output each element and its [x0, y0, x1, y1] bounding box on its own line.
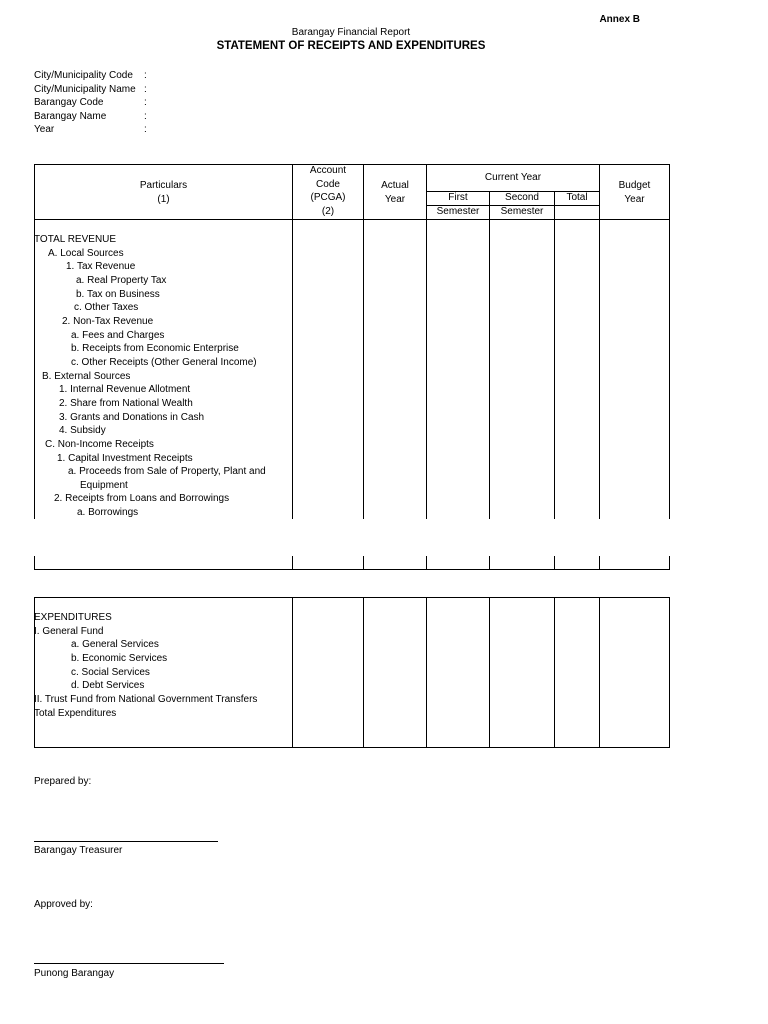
table-border-top: [34, 597, 670, 598]
header-actual-year-label: Year: [384, 193, 406, 205]
info-label: Year: [34, 124, 55, 136]
header-pcga: (PCGA): [310, 192, 346, 203]
particular-item: a. Proceeds from Sale of Property, Plant and: [68, 466, 266, 478]
info-label: Barangay Name: [34, 110, 107, 122]
particular-item: C. Non-Income Receipts: [45, 438, 154, 450]
col-line: [363, 556, 364, 569]
particular-item: 2. Receipts from Loans and Borrowings: [54, 493, 230, 505]
header-second: Second: [505, 192, 539, 203]
info-label: City/Municipality Name: [34, 83, 136, 95]
col-line: [599, 597, 600, 747]
info-sep: :: [144, 124, 147, 136]
col-line: [554, 556, 555, 569]
header-first: First: [448, 192, 468, 203]
info-field: [34, 69, 147, 83]
header-code-num: (2): [321, 205, 335, 217]
col-line: [599, 556, 600, 569]
info-label: Barangay Code: [34, 97, 104, 109]
particular-item: 4. Subsidy: [59, 425, 106, 437]
col-line: [426, 556, 427, 569]
punong-label: Punong Barangay: [34, 968, 115, 979]
particular-item: Total Expenditures: [34, 707, 117, 719]
header-total: Total: [566, 192, 588, 203]
col-line: [489, 597, 490, 747]
punong-signature-line: [34, 963, 224, 964]
particular-item: I. General Fund: [34, 625, 104, 637]
col-line: [554, 597, 555, 747]
header-budget-year: [600, 179, 669, 206]
row-bottom-border: [34, 569, 670, 570]
header-semester-first: Semester: [436, 206, 480, 217]
info-field: [34, 83, 147, 97]
report-title: STATEMENT OF RECEIPTS AND EXPENDITURES: [216, 40, 486, 52]
particular-item: a. Real Property Tax: [76, 274, 167, 286]
col-line: [489, 556, 490, 569]
header-actual-year: [364, 179, 426, 206]
col-line: [599, 164, 600, 519]
header-bottom-border: [34, 219, 670, 220]
treasurer-label: Barangay Treasurer: [34, 845, 123, 856]
header-budget: Budget: [618, 180, 651, 191]
treasurer-signature-line: [34, 841, 218, 842]
particular-item: c. Other Taxes: [74, 302, 139, 314]
col-line: [669, 556, 670, 569]
header-particulars: [35, 179, 292, 206]
particular-item: b. Receipts from Economic Enterprise: [71, 343, 239, 355]
prepared-by-label: Prepared by:: [34, 776, 92, 787]
particular-item: EXPENDITURES: [34, 612, 112, 623]
particular-item: 1. Capital Investment Receipts: [57, 452, 193, 464]
header-actual: Actual: [381, 180, 409, 191]
header-account: Account: [309, 165, 347, 176]
header-particulars-label: Particulars: [139, 180, 188, 191]
info-sep: :: [144, 110, 147, 122]
particular-item: b. Tax on Business: [76, 288, 160, 300]
header-code: Code: [316, 178, 340, 190]
col-line: [489, 191, 490, 519]
particular-item: A. Local Sources: [48, 247, 124, 259]
col-line: [363, 597, 364, 747]
particular-item: c. Other Receipts (Other General Income): [71, 356, 257, 368]
header-current-year: Current Year: [484, 172, 542, 183]
particular-item: b. Economic Services: [71, 652, 168, 664]
particular-item: 3. Grants and Donations in Cash: [59, 411, 205, 423]
col-line: [554, 191, 555, 519]
info-label: City/Municipality Code: [34, 70, 133, 81]
particular-item: c. Social Services: [71, 666, 150, 678]
col-line: [292, 597, 293, 747]
info-sep: :: [144, 97, 147, 109]
report-subtitle: Barangay Financial Report: [291, 27, 411, 38]
expenditure-items: [34, 611, 257, 720]
col-line: [292, 556, 293, 569]
header-semester-second: Semester: [500, 206, 544, 217]
info-field: [34, 123, 147, 137]
info-sep: :: [144, 83, 147, 95]
col-line: [669, 164, 670, 519]
info-fields: [34, 69, 147, 137]
particular-item: Equipment: [80, 479, 128, 491]
header-account-code: [293, 164, 363, 218]
particular-item: B. External Sources: [42, 370, 131, 382]
col-line: [34, 556, 35, 569]
particular-item: a. Fees and Charges: [71, 329, 165, 341]
approved-by-label: Approved by:: [34, 899, 93, 910]
info-sep: :: [144, 70, 147, 81]
header-particulars-num: (1): [157, 193, 170, 205]
table-border-bottom: [34, 747, 670, 748]
col-line: [426, 597, 427, 747]
info-field: [34, 96, 147, 110]
particular-item: d. Debt Services: [71, 680, 145, 692]
revenue-items: [34, 233, 266, 520]
info-field: [34, 110, 147, 124]
col-line: [363, 164, 364, 519]
particular-item: 1. Internal Revenue Allotment: [59, 384, 191, 396]
particular-item: a. General Services: [71, 639, 159, 651]
particular-item: 2. Non-Tax Revenue: [62, 315, 154, 327]
particular-item: 1. Tax Revenue: [66, 261, 136, 273]
header-budget-year-label: Year: [624, 193, 645, 205]
particular-item: 2. Share from National Wealth: [59, 397, 193, 409]
col-line: [669, 597, 670, 747]
particular-item: a. Borrowings: [77, 507, 139, 519]
particular-item: TOTAL REVENUE: [34, 234, 117, 245]
annex-label: Annex B: [599, 14, 640, 25]
particular-item: II. Trust Fund from National Government Transfers: [34, 693, 258, 705]
